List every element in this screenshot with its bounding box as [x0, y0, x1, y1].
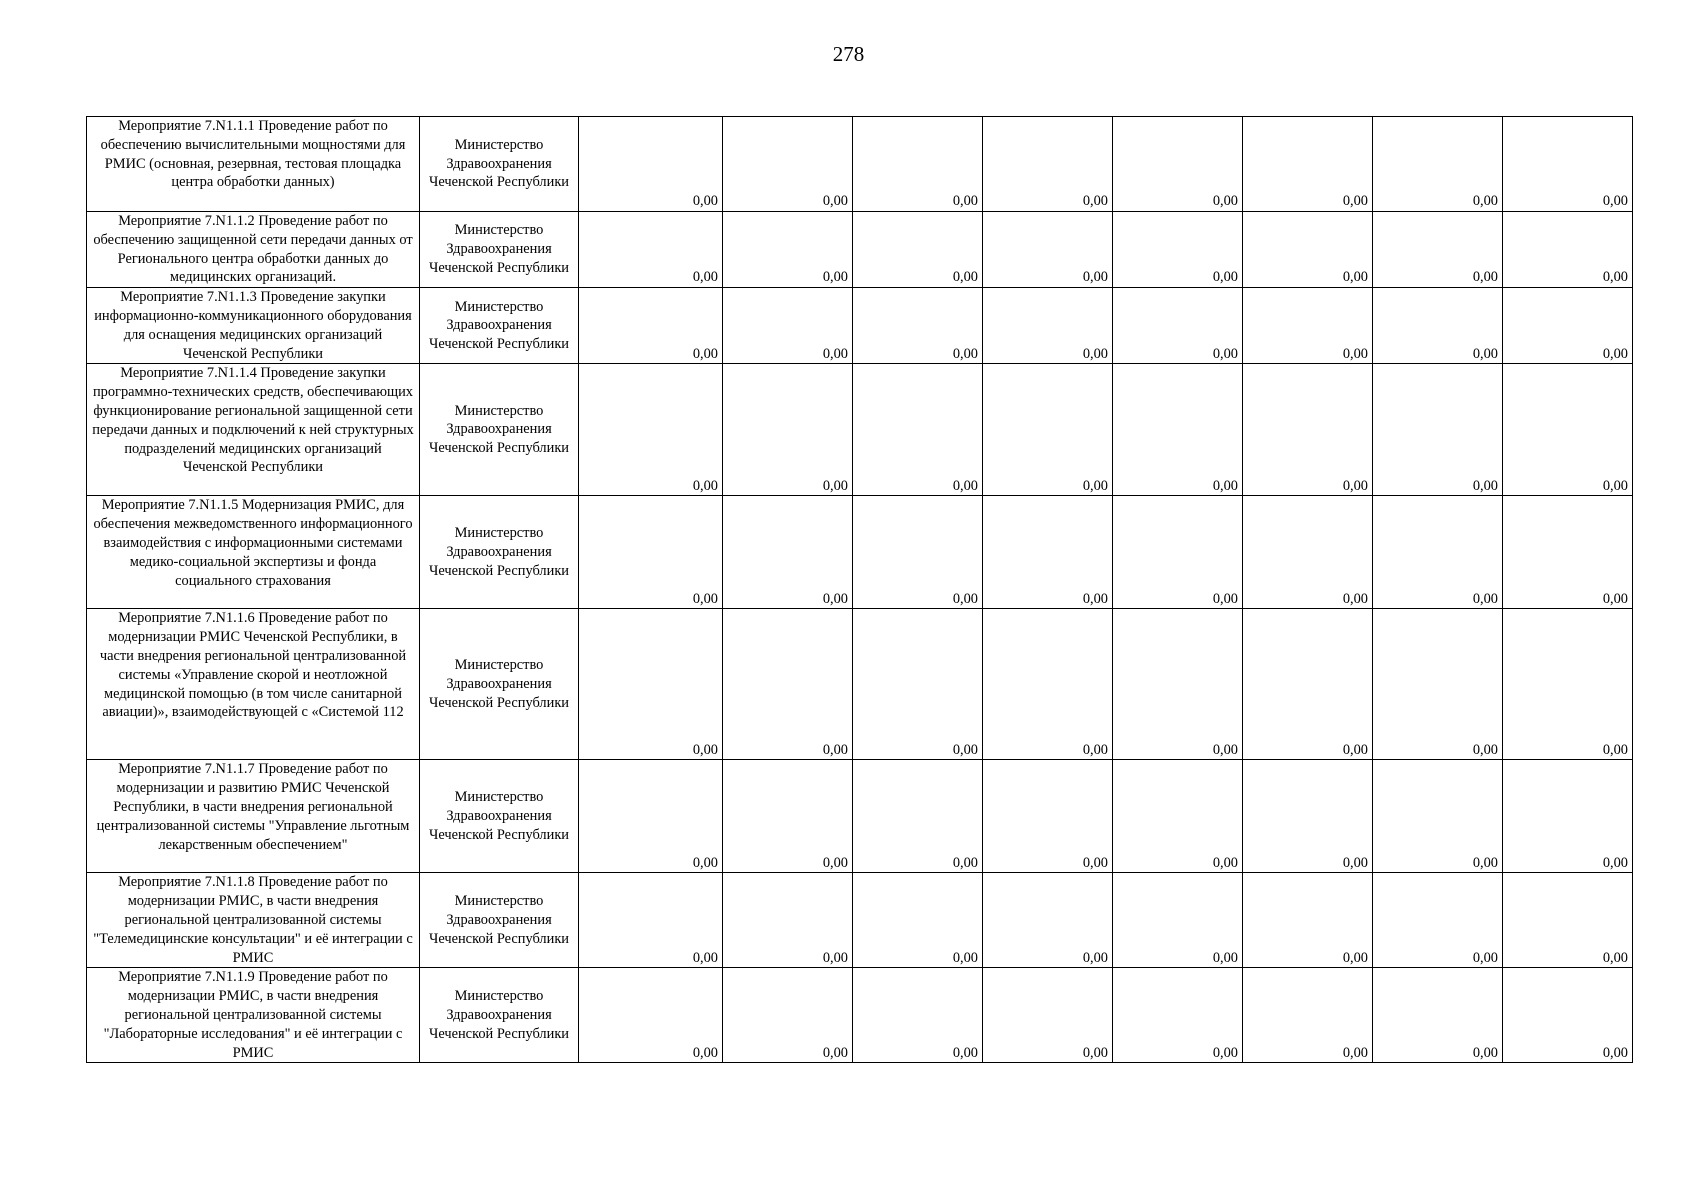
value-cell: 0,00 [579, 288, 723, 364]
value-cell: 0,00 [1113, 873, 1243, 968]
value-cell: 0,00 [723, 968, 853, 1063]
value-cell: 0,00 [1503, 117, 1633, 212]
value-cell: 0,00 [1503, 609, 1633, 760]
table-row [87, 364, 1633, 496]
funding-table [86, 116, 1633, 1063]
value-cell: 0,00 [1113, 117, 1243, 212]
value-cell: 0,00 [983, 609, 1113, 760]
value-cell: 0,00 [1243, 760, 1373, 873]
value-cell: 0,00 [723, 212, 853, 288]
value-cell: 0,00 [1503, 760, 1633, 873]
value-cell: 0,00 [1113, 760, 1243, 873]
measure-cell: Мероприятие 7.N1.1.4 Проведение закупки программно-технических средств, обеспечивающих функционирование региональной защищенной сети передачи данных и подключений к ней структурных подразделений медицинских организаций Чеченской Республики [87, 364, 420, 496]
page-number: 278 [832, 42, 865, 66]
measure-cell: Мероприятие 7.N1.1.2 Проведение работ по обеспечению защищенной сети передачи данных от Регионального центра обработки данных до медицинских организаций. [87, 212, 420, 288]
value-cell: 0,00 [1503, 364, 1633, 496]
value-cell: 0,00 [1243, 288, 1373, 364]
value-cell: 0,00 [853, 760, 983, 873]
value-cell: 0,00 [723, 873, 853, 968]
value-cell: 0,00 [1373, 609, 1503, 760]
value-cell: 0,00 [983, 760, 1113, 873]
executor-cell: Министерство Здравоохранения Чеченской Республики [420, 873, 579, 968]
value-cell: 0,00 [853, 117, 983, 212]
table-body [87, 117, 1633, 1063]
value-cell: 0,00 [1373, 212, 1503, 288]
value-cell: 0,00 [1113, 496, 1243, 609]
value-cell: 0,00 [1503, 212, 1633, 288]
value-cell: 0,00 [1373, 364, 1503, 496]
value-cell: 0,00 [853, 212, 983, 288]
value-cell: 0,00 [853, 288, 983, 364]
table-row [87, 212, 1633, 288]
value-cell: 0,00 [1113, 968, 1243, 1063]
value-cell: 0,00 [723, 288, 853, 364]
value-cell: 0,00 [983, 117, 1113, 212]
value-cell: 0,00 [579, 117, 723, 212]
value-cell: 0,00 [723, 496, 853, 609]
value-cell: 0,00 [983, 212, 1113, 288]
measure-cell: Мероприятие 7.N1.1.5 Модернизация РМИС, для обеспечения межведомственного информационного взаимодействия с информационными системами медико-социальной экспертизы и фонда социального страхования [87, 496, 420, 609]
table-row [87, 968, 1633, 1063]
value-cell: 0,00 [723, 609, 853, 760]
table-row [87, 496, 1633, 609]
executor-cell: Министерство Здравоохранения Чеченской Республики [420, 496, 579, 609]
table-row [87, 760, 1633, 873]
value-cell: 0,00 [1373, 496, 1503, 609]
value-cell: 0,00 [723, 364, 853, 496]
value-cell: 0,00 [1113, 212, 1243, 288]
value-cell: 0,00 [983, 873, 1113, 968]
value-cell: 0,00 [579, 760, 723, 873]
value-cell: 0,00 [579, 873, 723, 968]
value-cell: 0,00 [1243, 609, 1373, 760]
value-cell: 0,00 [1503, 288, 1633, 364]
measure-cell: Мероприятие 7.N1.1.3 Проведение закупки информационно-коммуникационного оборудования для оснащения медицинских организаций Чеченской Республики [87, 288, 420, 364]
value-cell: 0,00 [1243, 117, 1373, 212]
value-cell: 0,00 [1243, 212, 1373, 288]
value-cell: 0,00 [1373, 288, 1503, 364]
executor-cell: Министерство Здравоохранения Чеченской Республики [420, 117, 579, 212]
value-cell: 0,00 [1373, 760, 1503, 873]
measure-cell: Мероприятие 7.N1.1.8 Проведение работ по модернизации РМИС, в части внедрения региональной централизованной системы "Телемедицинские консультации" и её интеграции с РМИС [87, 873, 420, 968]
measure-cell: Мероприятие 7.N1.1.1 Проведение работ по обеспечению вычислительными мощностями для РМИС (основная, резервная, тестовая площадка центра обработки данных) [87, 117, 420, 212]
value-cell: 0,00 [1113, 288, 1243, 364]
value-cell: 0,00 [1243, 496, 1373, 609]
table-row [87, 288, 1633, 364]
table-row [87, 609, 1633, 760]
executor-cell: Министерство Здравоохранения Чеченской Республики [420, 288, 579, 364]
value-cell: 0,00 [1113, 364, 1243, 496]
executor-cell: Министерство Здравоохранения Чеченской Республики [420, 212, 579, 288]
value-cell: 0,00 [1113, 609, 1243, 760]
table-row [87, 873, 1633, 968]
value-cell: 0,00 [723, 760, 853, 873]
value-cell: 0,00 [1243, 364, 1373, 496]
value-cell: 0,00 [853, 609, 983, 760]
measure-cell: Мероприятие 7.N1.1.9 Проведение работ по модернизации РМИС, в части внедрения региональной централизованной системы "Лабораторные исследования" и её интеграции с РМИС [87, 968, 420, 1063]
value-cell: 0,00 [1503, 968, 1633, 1063]
value-cell: 0,00 [1503, 873, 1633, 968]
value-cell: 0,00 [983, 968, 1113, 1063]
value-cell: 0,00 [579, 609, 723, 760]
value-cell: 0,00 [983, 496, 1113, 609]
value-cell: 0,00 [1373, 873, 1503, 968]
measure-cell: Мероприятие 7.N1.1.6 Проведение работ по модернизации РМИС Чеченской Республики, в части внедрения региональной централизованной системы «Управление скорой и неотложной медицинской помощью (в том числе санитарной авиации)», взаимодействующей с «Системой 112 [87, 609, 420, 760]
value-cell: 0,00 [723, 117, 853, 212]
table-row [87, 117, 1633, 212]
value-cell: 0,00 [579, 968, 723, 1063]
value-cell: 0,00 [853, 873, 983, 968]
value-cell: 0,00 [579, 212, 723, 288]
executor-cell: Министерство Здравоохранения Чеченской Республики [420, 760, 579, 873]
value-cell: 0,00 [579, 496, 723, 609]
value-cell: 0,00 [853, 968, 983, 1063]
value-cell: 0,00 [853, 364, 983, 496]
value-cell: 0,00 [983, 288, 1113, 364]
value-cell: 0,00 [853, 496, 983, 609]
value-cell: 0,00 [579, 364, 723, 496]
value-cell: 0,00 [983, 364, 1113, 496]
value-cell: 0,00 [1243, 968, 1373, 1063]
value-cell: 0,00 [1373, 968, 1503, 1063]
executor-cell: Министерство Здравоохранения Чеченской Республики [420, 609, 579, 760]
executor-cell: Министерство Здравоохранения Чеченской Республики [420, 968, 579, 1063]
executor-cell: Министерство Здравоохранения Чеченской Республики [420, 364, 579, 496]
measure-cell: Мероприятие 7.N1.1.7 Проведение работ по модернизации и развитию РМИС Чеченской Республики, в части внедрения региональной централизованной системы "Управление льготным лекарственным обеспечением" [87, 760, 420, 873]
value-cell: 0,00 [1503, 496, 1633, 609]
value-cell: 0,00 [1373, 117, 1503, 212]
value-cell: 0,00 [1243, 873, 1373, 968]
